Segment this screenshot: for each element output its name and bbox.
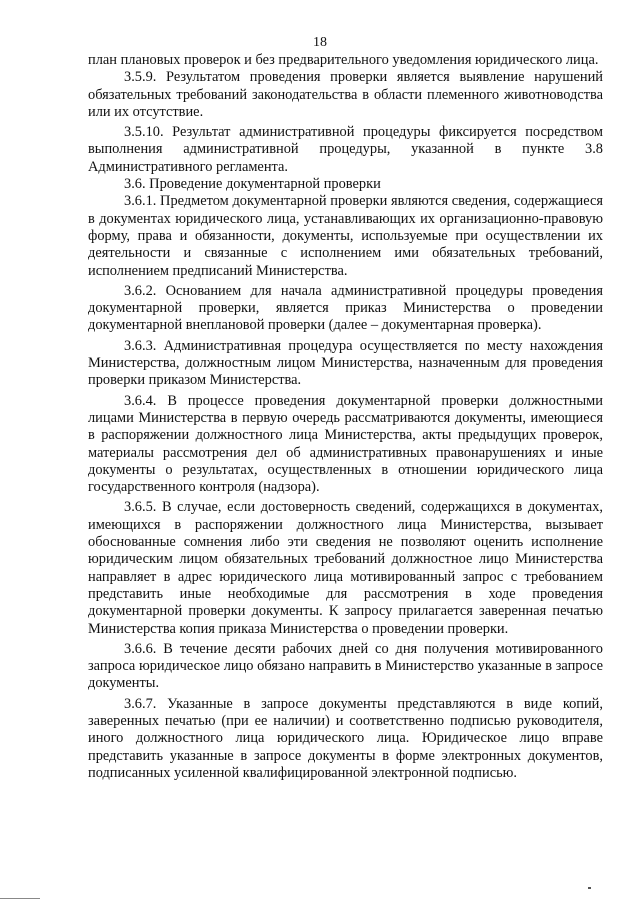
scan-speck [588,887,591,889]
paragraph-continuation: план плановых проверок и без предварительного уведомления юридического лица. [88,52,599,68]
paragraph-3-6-4: 3.6.4. В процессе проведения документарной проверки должностными лицами Министерства в первую очередь рассматриваются документы, имеющиеся в распоряжении должностного лица Министерства, акты предыдущих проверок, материалы рассмотрения дел об административных правонарушениях и иные документы о результатах, осуществленных в отношении юридического лица государственного контроля (надзора). [88,392,603,496]
section-heading-3-6: 3.6. Проведение документарной проверки [124,176,381,193]
paragraph-3-6-2: 3.6.2. Основанием для начала административной процедуры проведения документарной проверки, является приказ Министерства о проведении документарной внеплановой проверки (далее – документарная проверка). [88,282,603,334]
paragraph-3-5-10: 3.5.10. Результат административной процедуры фиксируется посредством выполнения административной процедуры, указанной в пункте 3.8 Административного регламента. [88,124,603,175]
paragraph-3-6-6: 3.6.6. В течение десяти рабочих дней со дня получения мотивированного запроса юридическое лицо обязано направить в Министерство указанные в запросе документы. [88,640,603,692]
paragraph-3-6-3: 3.6.3. Административная процедура осуществляется по месту нахождения Министерства, должностным лицом Министерства, назначенным для проведения проверки приказом Министерства. [88,337,603,389]
footer-rule [0,898,40,899]
paragraph-3-6-5: 3.6.5. В случае, если достоверность сведений, содержащихся в документах, имеющихся в распоряжении должностного лица Министерства, вызывает обоснованные сомнения либо эти сведения не позволяют оценить исполнение юридическим лицом обязательных требований должностное лицо Министерства направляет в адрес юридического лица мотивированный запрос с требованием представить иные необходимые для рассмотрения в ходе проведения документарной проверки документы. К запросу прилагается заверенная печатью Министерства копия приказа Министерства о проведении проверки. [88,499,603,637]
paragraph-3-6-7: 3.6.7. Указанные в запросе документы представляются в виде копий, заверенных печатью (при ее наличии) и соответственно подписью руководителя, иного должностного лица юридического лица. Юридическое лицо вправе представить указанные в запросе документы в форме электронных документов, подписанных усиленной квалифицированной электронной подписью. [88,695,603,781]
paragraph-3-5-9: 3.5.9. Результатом проведения проверки является выявление нарушений обязательных требований законодательства в области племенного животноводства или их отсутствие. [88,69,603,120]
paragraph-3-6-1: 3.6.1. Предметом документарной проверки являются сведения, содержащиеся в документах юридического лица, устанавливающих их организационно-правовую форму, права и обязанности, документы, используемые при осуществлении их деятельности и связанные с исполнением ими обязательных требований, исполнением предписаний Министерства. [88,193,603,279]
page-number: 18 [313,35,327,50]
document-body [88,52,603,785]
